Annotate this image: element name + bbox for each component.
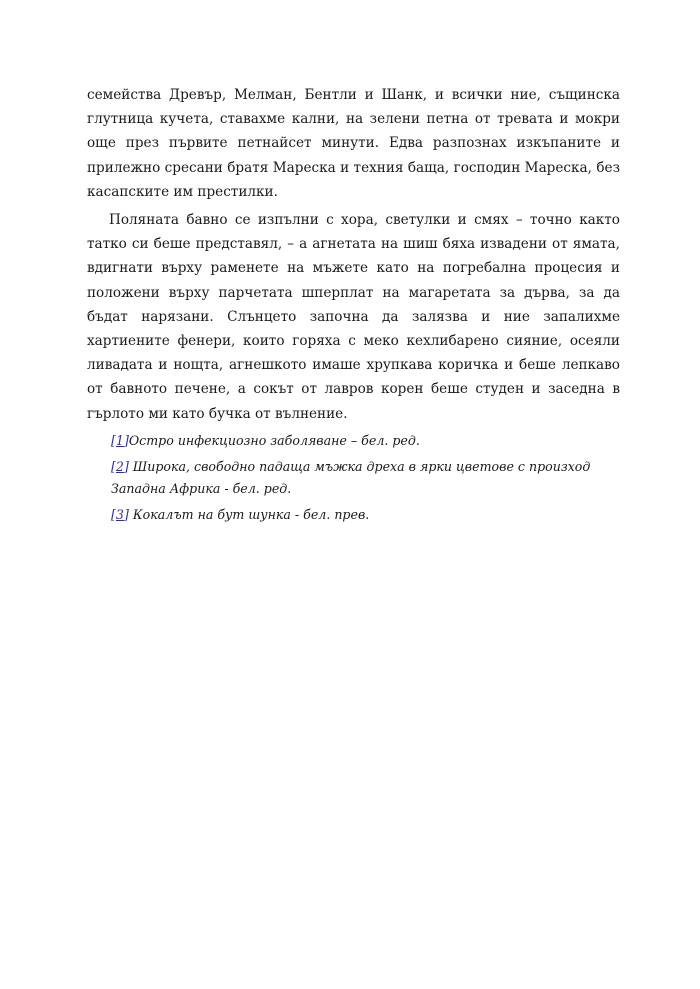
footnote-3 <box>111 504 620 526</box>
footnote-3-link[interactable]: [3] <box>111 506 129 522</box>
paragraph-continued: семейства Древър, Мелман, Бентли и Шанк, и всички ние, същинска глутница кучета, ставахме кални, на зелени петна от тревата и мокри още през първите петнайсет минути. Едва разпознах изкъпаните и прилежно сресани братя Мареска и техния баща, господин Мареска, без касапските им престилки. <box>87 87 620 200</box>
footnote-2-link[interactable]: [2] <box>111 458 129 474</box>
footnote-3-text: Кокалът на бут шунка - бел. прев. <box>132 506 370 522</box>
footnotes-list <box>87 430 620 526</box>
page-content <box>87 83 620 530</box>
footnote-2 <box>111 456 620 500</box>
footnote-1-text: Остро инфекциозно заболяване – бел. ред. <box>128 432 420 448</box>
footnote-1-link[interactable]: [1] <box>111 432 129 448</box>
footnote-2-text: Широка, свободно падаща мъжка дреха в ярки цветове с произход Западна Африка - бел. ред. <box>111 458 591 496</box>
paragraph-meadow: Поляната бавно се изпълни с хора, светулки и смях – точно както татко си беше представял, – а агнетата на шиш бяха извадени от ямата, вдигнати върху раменете на мъжете като на погребална процесия и положени върху парчетата шперплат на магаретата за дърва, за да бъдат нарязани. Слънцето започна да залязва и ние запалихме хартиените фенери, които горяха с меко кехлибарено сияние, осеяли ливадата и нощта, агнешкото имаше хрупкава коричка и беше лепкаво от бавното печене, а сокът от лавров корен беше студен и заседна в гърлото ми като бучка от вълнение. <box>87 212 620 422</box>
footnote-1 <box>111 430 620 452</box>
